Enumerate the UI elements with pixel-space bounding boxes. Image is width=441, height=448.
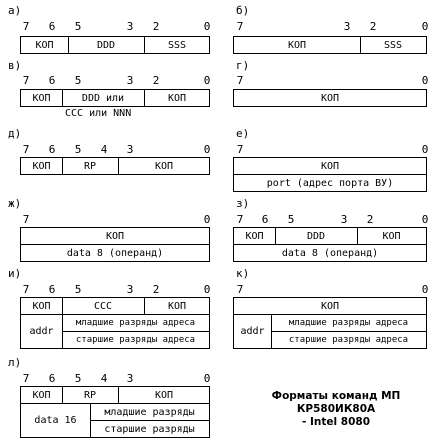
- bit-label: 6: [261, 213, 269, 226]
- field-opcode: КОП: [154, 389, 174, 401]
- bit-label: 3: [340, 213, 348, 226]
- bit-label: 7: [22, 74, 30, 87]
- panel-label-b: б): [236, 4, 250, 17]
- instruction-byte: [233, 36, 427, 54]
- bit-label: 7: [236, 143, 244, 156]
- bit-label: 7: [22, 283, 30, 296]
- field-opcode: КОП: [32, 389, 51, 401]
- field-data8: data 8 (операнд): [281, 247, 379, 259]
- instruction-bytes: [233, 157, 427, 192]
- bit-label: 0: [203, 143, 211, 156]
- panel-label-v: в): [8, 59, 22, 72]
- caption-line-3: - Intel 8080: [301, 416, 370, 428]
- bit-label: 5: [74, 283, 82, 296]
- field-opcode: КОП: [320, 160, 340, 172]
- field-addr-low: младшие разряды адреса: [288, 318, 409, 328]
- field-addr: addr: [240, 326, 265, 337]
- instruction-byte: [20, 36, 210, 54]
- field-opcode: КОП: [32, 160, 51, 172]
- bit-label: 6: [48, 74, 56, 87]
- bit-label: 7: [22, 213, 30, 226]
- panel-label-zh: ж): [8, 197, 22, 210]
- field-opcode: КОП: [287, 39, 307, 51]
- bit-label: 7: [22, 143, 30, 156]
- bit-label: 2: [152, 20, 160, 33]
- bit-label: 0: [421, 143, 429, 156]
- bit-label: 0: [203, 283, 211, 296]
- panel-label-d: д): [8, 127, 22, 140]
- field-ddd: DDD: [306, 230, 326, 242]
- bit-label: 7: [22, 20, 30, 33]
- bit-label: 0: [421, 283, 429, 296]
- field-addr-low: младшие разряды адреса: [75, 318, 196, 328]
- bit-label: 0: [203, 372, 211, 385]
- field-addr: addr: [29, 326, 54, 337]
- field-data-high: старшие разряды: [104, 423, 195, 435]
- bit-label: 0: [421, 74, 429, 87]
- field-opcode: КОП: [167, 300, 187, 312]
- bit-label: 0: [421, 213, 429, 226]
- panel-label-l: л): [8, 356, 22, 369]
- field-data-low: младшие разряды: [104, 406, 195, 418]
- bit-label: 5: [74, 74, 82, 87]
- instruction-bytes: [20, 227, 210, 262]
- instruction-byte: [20, 89, 210, 107]
- bit-label: 0: [203, 74, 211, 87]
- bit-label: 3: [126, 143, 134, 156]
- caption-line-2: КР580ИК80А: [296, 403, 376, 415]
- bit-label: 7: [236, 213, 244, 226]
- field-opcode: КОП: [105, 230, 125, 242]
- field-sss: SSS: [383, 39, 403, 51]
- field-opcode: КОП: [32, 300, 51, 312]
- bit-label: 0: [203, 20, 211, 33]
- field-rp: RP: [83, 160, 97, 172]
- bit-label: 7: [22, 372, 30, 385]
- field-opcode: КОП: [320, 300, 340, 312]
- bit-label: 4: [100, 143, 108, 156]
- field-data8: data 8 (операнд): [66, 247, 164, 259]
- field-opcode: КОП: [154, 160, 174, 172]
- panel-label-g: г): [236, 59, 250, 72]
- field-opcode: КОП: [245, 230, 264, 242]
- field-ccc: CCC: [93, 300, 113, 312]
- instruction-bytes: [20, 297, 210, 349]
- instruction-bytes: [20, 386, 210, 438]
- bit-label: 5: [74, 143, 82, 156]
- bit-label: 3: [126, 283, 134, 296]
- field-port: port (адрес порта ВУ): [266, 177, 394, 189]
- bit-label: 2: [152, 74, 160, 87]
- bit-label: 0: [421, 20, 429, 33]
- field-data16: data 16: [34, 415, 77, 426]
- bit-label: 5: [74, 20, 82, 33]
- bit-label: 3: [126, 372, 134, 385]
- bit-label: 6: [48, 20, 56, 33]
- field-ddd-or: DDD или: [81, 92, 125, 104]
- bit-label: 5: [287, 213, 295, 226]
- field-opcode: КОП: [167, 92, 187, 104]
- field-rp: RP: [83, 389, 97, 401]
- field-sss: SSS: [167, 39, 187, 51]
- panel-label-i: и): [8, 267, 22, 280]
- bit-label: 5: [74, 372, 82, 385]
- instruction-bytes: [233, 227, 427, 262]
- bit-label: 6: [48, 372, 56, 385]
- bit-label: 3: [343, 20, 351, 33]
- field-opcode: КОП: [32, 92, 51, 104]
- bit-label: 2: [366, 213, 374, 226]
- panel-label-a: а): [8, 4, 22, 17]
- panel-label-k: к): [236, 267, 250, 280]
- field-addr-high: старшие разряды адреса: [75, 335, 196, 345]
- bit-label: 6: [48, 283, 56, 296]
- field-opcode: КОП: [320, 92, 340, 104]
- bit-label: 4: [100, 372, 108, 385]
- bit-label: 6: [48, 143, 56, 156]
- bit-label: 0: [203, 213, 211, 226]
- bit-label: 7: [236, 283, 244, 296]
- field-opcode: КОП: [382, 230, 401, 242]
- bit-label: 2: [369, 20, 377, 33]
- figure-caption: [246, 390, 426, 429]
- bit-label: 7: [236, 20, 244, 33]
- instruction-byte: [233, 89, 427, 107]
- field-note: CCC или NNN: [65, 108, 132, 119]
- bit-label: 2: [152, 283, 160, 296]
- bit-label: 3: [126, 74, 134, 87]
- field-addr-high: старшие разряды адреса: [288, 335, 409, 345]
- panel-label-e: е): [236, 127, 250, 140]
- instruction-bytes: [233, 297, 427, 349]
- instruction-byte: [20, 157, 210, 175]
- bit-label: 3: [126, 20, 134, 33]
- panel-label-z: з): [236, 197, 250, 210]
- bit-label: 7: [236, 74, 244, 87]
- caption-line-1: Форматы команд МП: [271, 390, 401, 402]
- field-opcode: КОП: [35, 39, 54, 51]
- field-ddd: DDD: [96, 39, 116, 51]
